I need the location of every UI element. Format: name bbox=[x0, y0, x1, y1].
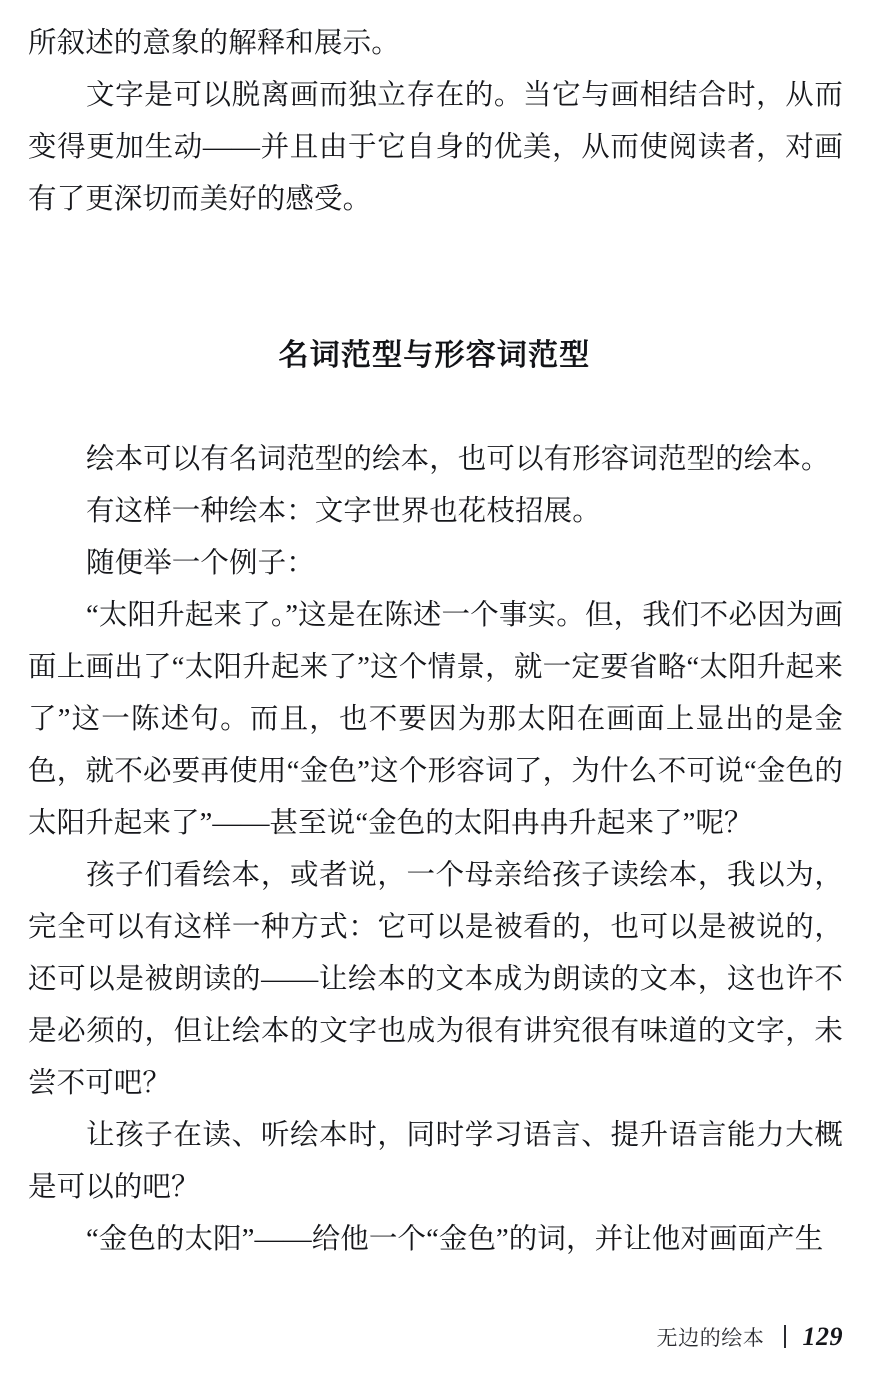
paragraph-one-kind-of-picturebook bbox=[28, 486, 843, 538]
paragraph-children-reading-picturebooks bbox=[28, 850, 843, 1110]
page-number: 129 bbox=[802, 1322, 843, 1351]
vertical-bar-icon bbox=[784, 1325, 786, 1348]
paragraph-text: 有这样一种绘本：文字世界也花枝招展。 bbox=[86, 496, 601, 527]
paragraph-sun-rises-example bbox=[28, 590, 843, 850]
paragraph-text: 随便举一个例子： bbox=[86, 548, 315, 579]
paragraph-an-example-intro bbox=[28, 538, 843, 590]
paragraph-text: 文字是可以脱离画而独立存在的。当它与画相结合时，从而变得更加生动——并且由于它自身的优美，从而使阅读者，对画有了更深切而美好的感受。 bbox=[28, 80, 843, 215]
paragraph-learning-language-while-reading bbox=[28, 1110, 843, 1214]
paragraph-text: 让孩子在读、听绘本时，同时学习语言、提升语言能力大概是可以的吧？ bbox=[28, 1120, 843, 1203]
paragraph-noun-or-adjective-picturebook bbox=[28, 434, 843, 486]
paragraph-carryover bbox=[28, 18, 843, 70]
paragraph-text: “金色的太阳”——给他一个“金色”的词，并让他对画面产生 bbox=[86, 1224, 824, 1255]
section-heading: 名词范型与形容词范型 bbox=[278, 338, 591, 373]
paragraph-text: 所叙述的意象的解释和展示。 bbox=[28, 28, 400, 59]
page-footer bbox=[657, 1322, 844, 1352]
running-head: 无边的绘本 bbox=[656, 1326, 765, 1350]
paragraph-text: 绘本可以有名词范型的绘本，也可以有形容词范型的绘本。 bbox=[86, 444, 830, 475]
paragraph-text: “太阳升起来了。”这是在陈述一个事实。但，我们不必因为画面上画出了“太阳升起来了”这个情景，就一定要省略“太阳升起来了”这一陈述句。而且，也不要因为那太阳在画面上显出的是金色，就不必要再使用“金色”这个形容词了，为什么不可说“金色的太阳升起来了”——甚至说“金色的太阳冉冉升起来了”呢？ bbox=[28, 600, 843, 839]
paragraph-text: 孩子们看绘本，或者说，一个母亲给孩子读绘本，我以为，完全可以有这样一种方式：它可以是被看的，也可以是被说的，还可以是被朗读的——让绘本的文本成为朗读的文本，这也许不是必须的，但让绘本的文字也成为很有讲究很有味道的文字，未尝不可吧？ bbox=[28, 860, 843, 1099]
paragraph-golden-sun-word bbox=[28, 1214, 843, 1266]
paragraph-text-independent-of-picture bbox=[28, 70, 843, 226]
